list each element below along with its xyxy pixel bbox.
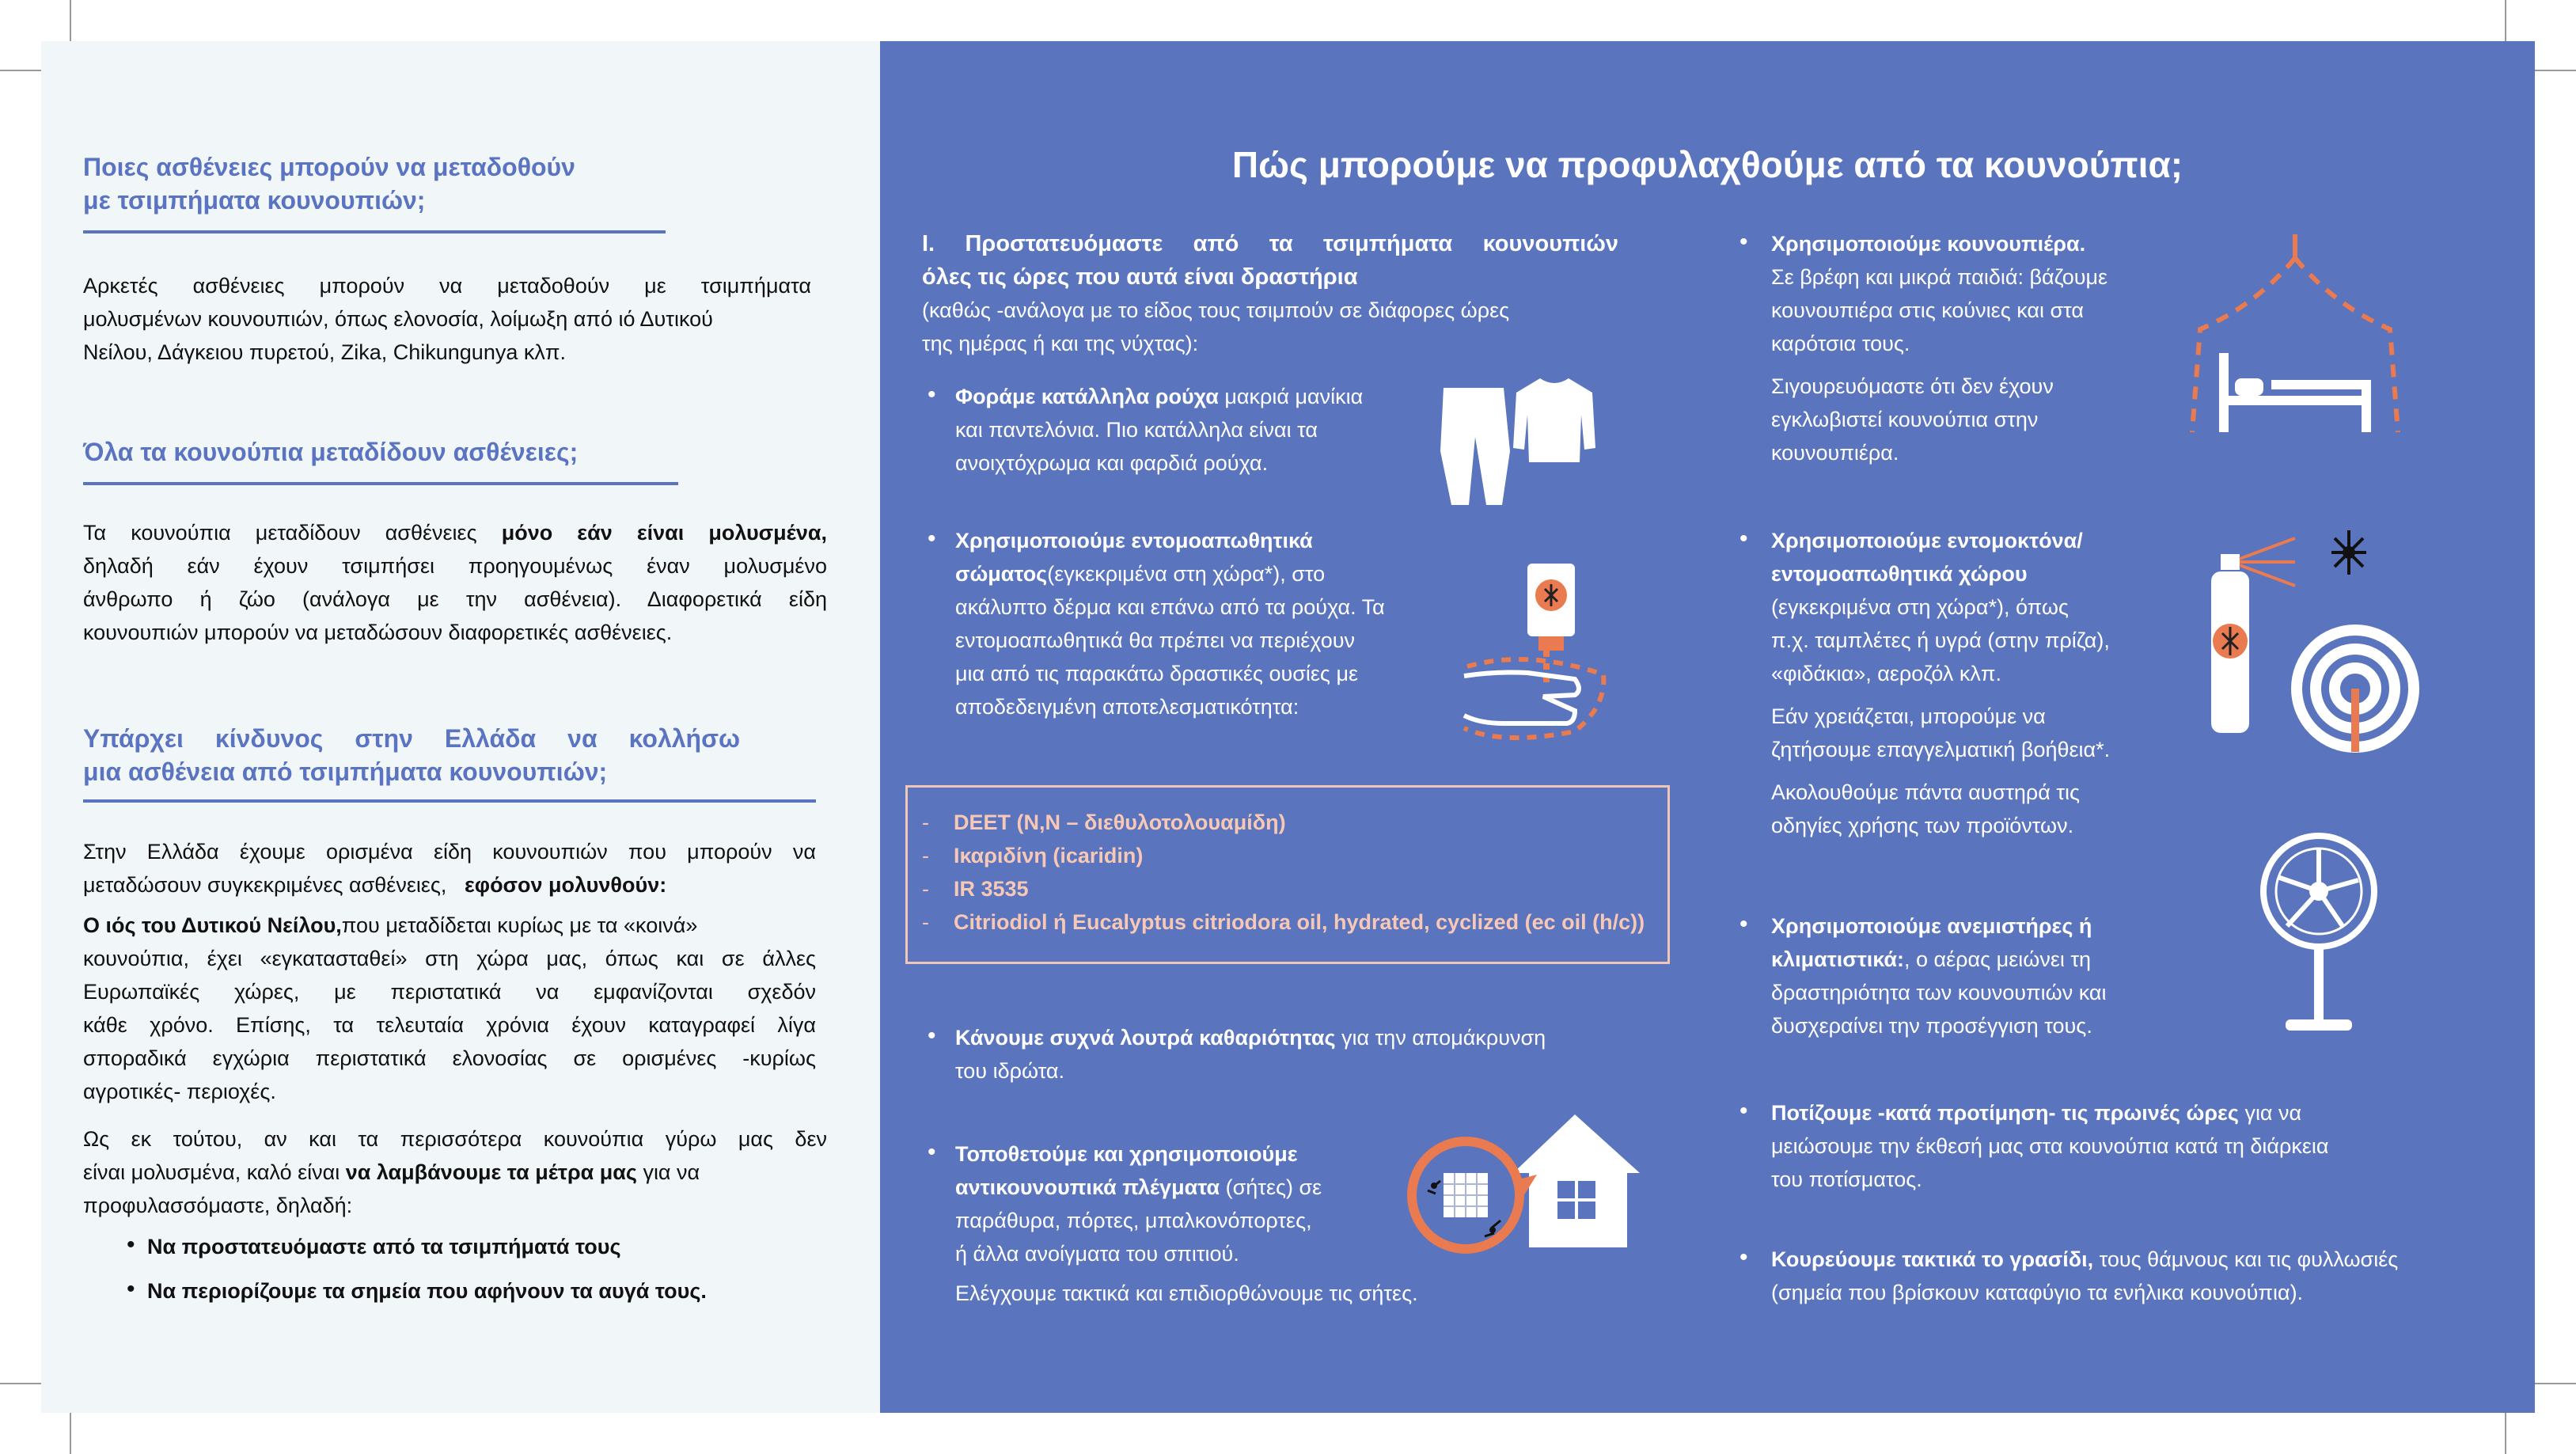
ingredient-item: - Citriodiol ή Eucalyptus citriodora oil, hydrated, cyclized (ec oil (h/c)) bbox=[922, 910, 1645, 934]
mowing-item: Κουρεύουμε τακτικά το γρασίδι, τους θάμνους και τις φυλλωσιές (σημεία που βρίσκουν καταφύγιο τα ενήλικα κουνούπια). bbox=[1771, 1247, 2399, 1304]
heading-underline bbox=[83, 482, 678, 485]
house-screen-icon bbox=[1402, 1102, 1656, 1284]
bullet-dot: • bbox=[1739, 911, 1748, 937]
protection-intro: I. Προστατευόμαστε από τα τσιμπήματα κουνουπιών όλες τις ώρες που αυτά είναι δραστήρια (καθώς -ανάλογα με το είδος τους τσιμπούν σε διάφορες ώρες της ημέρας ή και της νύχτας): bbox=[922, 231, 1618, 355]
shower-item: Κάνουμε συχνά λουτρά καθαριότητας για την απομάκρυνση του ιδρώτα. bbox=[955, 1026, 1546, 1083]
diseases-paragraph: Αρκετές ασθένειες μπορούν να μεταδοθούν με τσιμπήματα μολυσμένων κουνουπιών, όπως ελονοσία, λοίμωξη από ιό Δυτικού Νείλου, Δάγκειου πυρετού, Zika, Chikungunya κλπ. bbox=[83, 274, 811, 364]
bullet-dot: • bbox=[928, 526, 936, 552]
ingredient-item: - Ικαριδίνη (icaridin) bbox=[922, 844, 1144, 867]
bullet-dot: • bbox=[127, 1232, 135, 1258]
bullet-dot: • bbox=[1739, 1098, 1748, 1124]
page-title: Πώς μπορούμε να προφυλαχθούμε από τα κουνούπια; bbox=[1231, 144, 2183, 185]
heading-underline bbox=[83, 230, 666, 233]
bullet-dot: • bbox=[928, 382, 936, 408]
screens-item: Τοποθετούμε και χρησιμοποιούμε αντικουνουπικά πλέγματα (σήτες) σε παράθυρα, πόρτες, μπαλκονόπορτες, ή άλλα ανοίγματα του σπιτιού. Ελέγχουμε τακτικά και επιδιορθώνουμε τις σήτες. bbox=[955, 1142, 1418, 1305]
fans-item: Χρησιμοποιούμε ανεμιστήρες ή κλιματιστικά:, ο αέρας μειώνει τη δραστηριότητα των κουνουπιών και δυσχεραίνει την προσέγγιση τους. bbox=[1771, 914, 2107, 1038]
bullet-dot: • bbox=[1739, 526, 1748, 552]
mosquito-net-item: Χρησιμοποιούμε κουνουπιέρα. Σε βρέφη και μικρά παιδιά: βάζουμε κουνουπιέρα στις κούνιες και στα καρότσια τους. Σιγουρευόμαστε ότι δεν έχουν εγκλωβιστεί κουνούπια στην κουνουπιέρα. bbox=[1771, 232, 2108, 465]
clothes-icon bbox=[1439, 364, 1597, 514]
bullet-dot: • bbox=[1739, 1244, 1748, 1270]
infected-paragraph: Τα κουνούπια μεταδίδουν ασθένειες μόνο εάν είναι μολυσμένα, δηλαδή εάν έχουν τσιμπήσει προηγουμένως έναν μολυσμένο άνθρωπο ή ζώο (ανάλογα με την ασθένεια). Διαφορετικά είδη κουνουπιών μπορούν να μεταδώσουν διαφορετικές ασθένειες. bbox=[83, 521, 827, 644]
section-heading-greece-risk: Υπάρχει κίνδυνος στην Ελλάδα να κολλήσω μια ασθένεια από τσιμπήματα κουνουπιών; bbox=[83, 724, 740, 786]
section-heading-diseases: Ποιες ασθένειες μπορούν να μεταδοθούν με τσιμπήματα κουνουπιών; bbox=[83, 153, 575, 214]
west-nile-paragraph: Ο ιός του Δυτικού Νείλου,που μεταδίδεται κυρίως με τα «κοινά» κουνούπια, έχει «εγκατασταθεί» στη χώρα μας, όπως και σε άλλες Ευρωπαϊκές χώρες, με περιστατικά να εμφανίζονται σχεδόν κάθε χρόνο. Επίσης, τα τελευταία χρόνια έχουν καταγραφεί λίγα σποραδικά εγχώρια περιστατικά ελονοσίας σε ορισμένες -κυρίως αγροτικές- περιοχές. bbox=[83, 913, 816, 1103]
bullet-dot: • bbox=[127, 1276, 135, 1302]
fan-icon bbox=[2255, 833, 2382, 1038]
watering-item: Ποτίζουμε -κατά προτίμηση- τις πρωινές ώρες για να μειώσουμε την έκθεσή μας στα κουνούπια κατά τη διάρκεια του ποτίσματος. bbox=[1771, 1101, 2329, 1191]
space-insecticide-item: Χρησιμοποιούμε εντομοκτόνα/ εντομοαπωθητικά χώρου (εγκεκριμένα στη χώρα*), όπως π.χ. ταμπλέτες ή υγρά (στην πρίζα), «φιδάκια», αεροζόλ κλπ. Εάν χρειάζεται, μπορούμε να ζητήσουμε επαγγελματική βοήθεια*. Ακολουθούμε πάντα αυστηρά τις οδηγίες χρήσης των προϊόντων. bbox=[1771, 529, 2111, 837]
mosquito-net-bed-icon bbox=[2184, 234, 2406, 440]
measure-bullet: Να περιορίζουμε τα σημεία που αφήνουν τα αυγά τους. bbox=[147, 1279, 707, 1303]
heading-underline bbox=[83, 799, 816, 803]
repellent-cream-icon bbox=[1456, 556, 1614, 761]
active-ingredients-list bbox=[922, 806, 1645, 939]
measures-paragraph: Ως εκ τούτου, αν και τα περισσότερα κουνούπια γύρω μας δεν είναι μολυσμένα, καλό είναι να λαμβάνουμε τα μέτρα μας για να προφυλασσόμαστε, δηλαδή: bbox=[83, 1127, 827, 1217]
bullet-dot: • bbox=[1739, 229, 1748, 255]
clothes-item: Φοράμε κατάλληλα ρούχα μακριά μανίκια και παντελόνια. Πιο κατάλληλα είναι τα ανοιχτόχρωμα και φαρδιά ρούχα. bbox=[955, 385, 1364, 475]
measure-bullet: Να προστατευόμαστε από τα τσιμπήματά τους bbox=[147, 1235, 621, 1258]
bullet-dot: • bbox=[928, 1023, 936, 1049]
bullet-dot: • bbox=[928, 1139, 936, 1165]
section-heading-all-mosquitoes: Όλα τα κουνούπια μεταδίδουν ασθένειες; bbox=[83, 438, 579, 466]
spray-and-coil-icon bbox=[2200, 522, 2422, 776]
ingredient-item: - DEET (N,N – διεθυλοτολουαμίδη) bbox=[922, 811, 1286, 834]
ingredient-item: - IR 3535 bbox=[922, 877, 1029, 901]
greece-paragraph-1: Στην Ελλάδα έχουμε ορισμένα είδη κουνουπιών που μπορούν να μεταδώσουν συγκεκριμένες ασθένειες, εφόσον μολυνθούν: bbox=[83, 840, 816, 897]
body-repellent-item: Χρησιμοποιούμε εντομοαπωθητικά σώματος(εγκεκριμένα στη χώρα*), στο ακάλυπτο δέρμα και επάνω από τα ρούχα. Τα εντομοαπωθητικά θα πρέπει να περιέχουν μια από τις παρακάτω δραστικές ουσίες με αποδεδειγμένη αποτελεσματικότητα: bbox=[955, 529, 1385, 719]
